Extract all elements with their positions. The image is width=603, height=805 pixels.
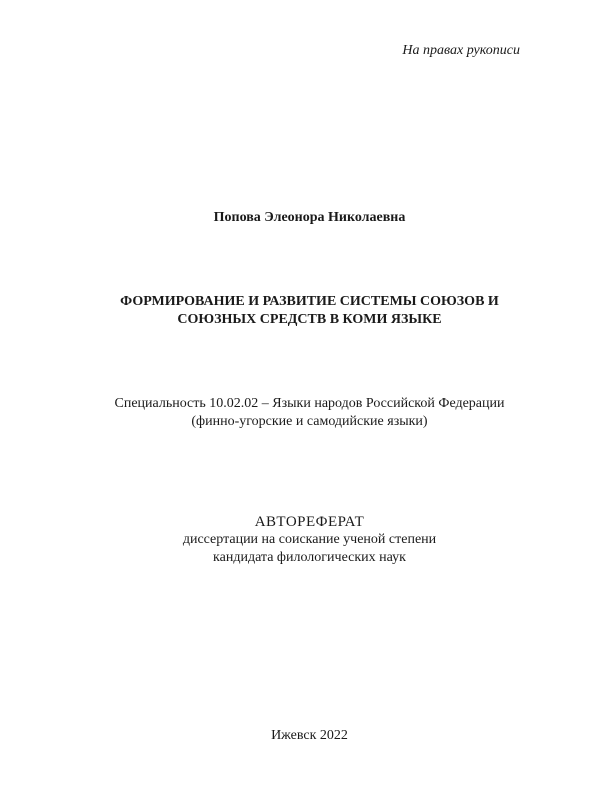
abstract-heading: АВТОРЕФЕРАТ: [254, 514, 365, 530]
dissertation-title: [0, 293, 603, 329]
specialty-line-2: (финно-угорские и самодийские языки): [191, 414, 428, 429]
specialty-block: [0, 395, 603, 431]
specialty-line-1: Специальность 10.02.02 – Языки народов Российской Федерации: [114, 396, 505, 411]
abstract-line-2: кандидата филологических наук: [213, 550, 406, 565]
place-year: Ижевск 2022: [271, 728, 348, 743]
abstract-block: [0, 513, 603, 567]
author-name: Попова Элеонора Николаевна: [213, 210, 406, 225]
rights-note: На правах рукописи: [402, 43, 520, 58]
title-line-1: ФОРМИРОВАНИЕ И РАЗВИТИЕ СИСТЕМЫ СОЮЗОВ И: [120, 294, 499, 309]
abstract-line-1: диссертации на соискание ученой степени: [182, 532, 437, 547]
title-line-2: СОЮЗНЫХ СРЕДСТВ В КОМИ ЯЗЫКЕ: [177, 312, 442, 327]
